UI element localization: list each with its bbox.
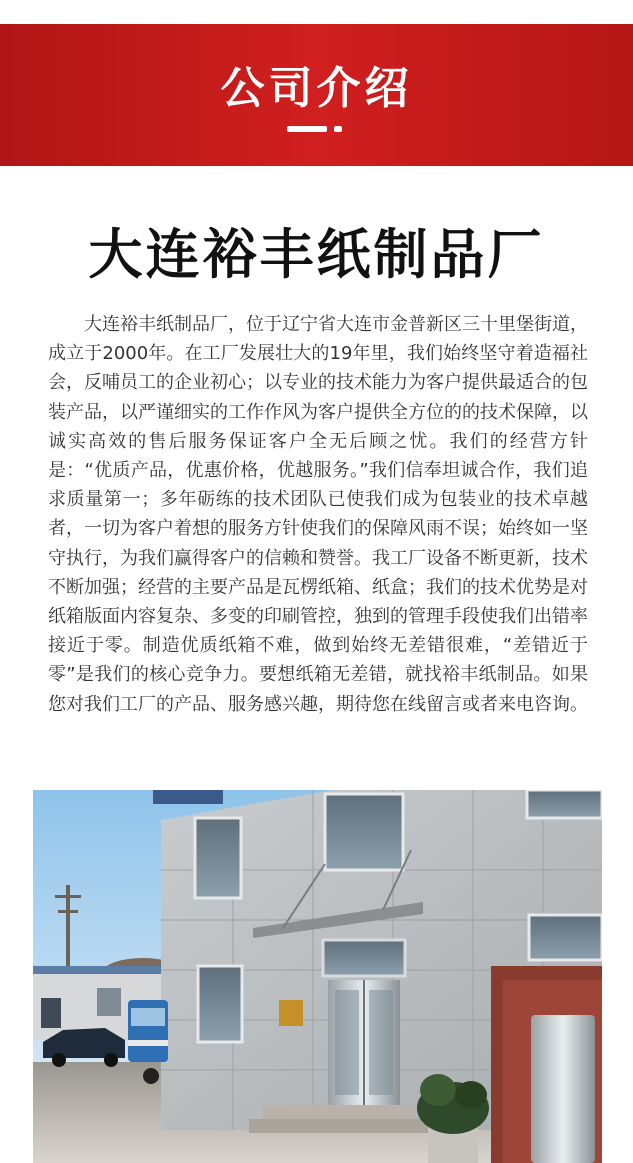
title-decoration (287, 126, 347, 132)
section-title: 公司介绍 (220, 63, 413, 114)
decoration-dash (287, 126, 327, 132)
decoration-dot (334, 126, 342, 132)
factory-photo (33, 790, 602, 1163)
company-name-heading: 大连裕丰纸制品厂 (88, 223, 545, 286)
company-intro-paragraph: 大连裕丰纸制品厂，位于辽宁省大连市金普新区三十里堡街道，成立于2000年。在工厂发展壮大的19年里，我们始终坚守着造福社会，反哺员工的企业初心；以专业的技术能力为客户提供最适合的包装产品，以严谨细实的工作作风为客户提供全方位的的技术保障，以诚实高效的售后服务保证客户全无后顾之忧。我们的经营方针是：“优质产品，优惠价格，优越服务。”我们信奉坦诚合作，我们追求质量第一；多年砺练的技术团队已使我们成为包装业的技术卓越者，一切为客户着想的服务方针使我们的保障风雨不误；始终如一坚守执行，为我们赢得客户的信赖和赞誉。我工厂设备不断更新，技术不断加强；经营的主要产品是瓦楞纸箱、纸盒；我们的技术优势是对纸箱版面内容复杂、多变的印刷管控，独到的管理手段使我们出错率接近于零。制造优质纸箱不难，做到始终无差错很难，“差错近于零”是我们的核心竞争力。要想纸箱无差错，就找裕丰纸制品。如果您对我们工厂的产品、服务感兴趣，期待您在线留言或者来电咨询。 (48, 314, 588, 715)
section-banner (0, 24, 633, 166)
top-spacer (0, 0, 633, 24)
